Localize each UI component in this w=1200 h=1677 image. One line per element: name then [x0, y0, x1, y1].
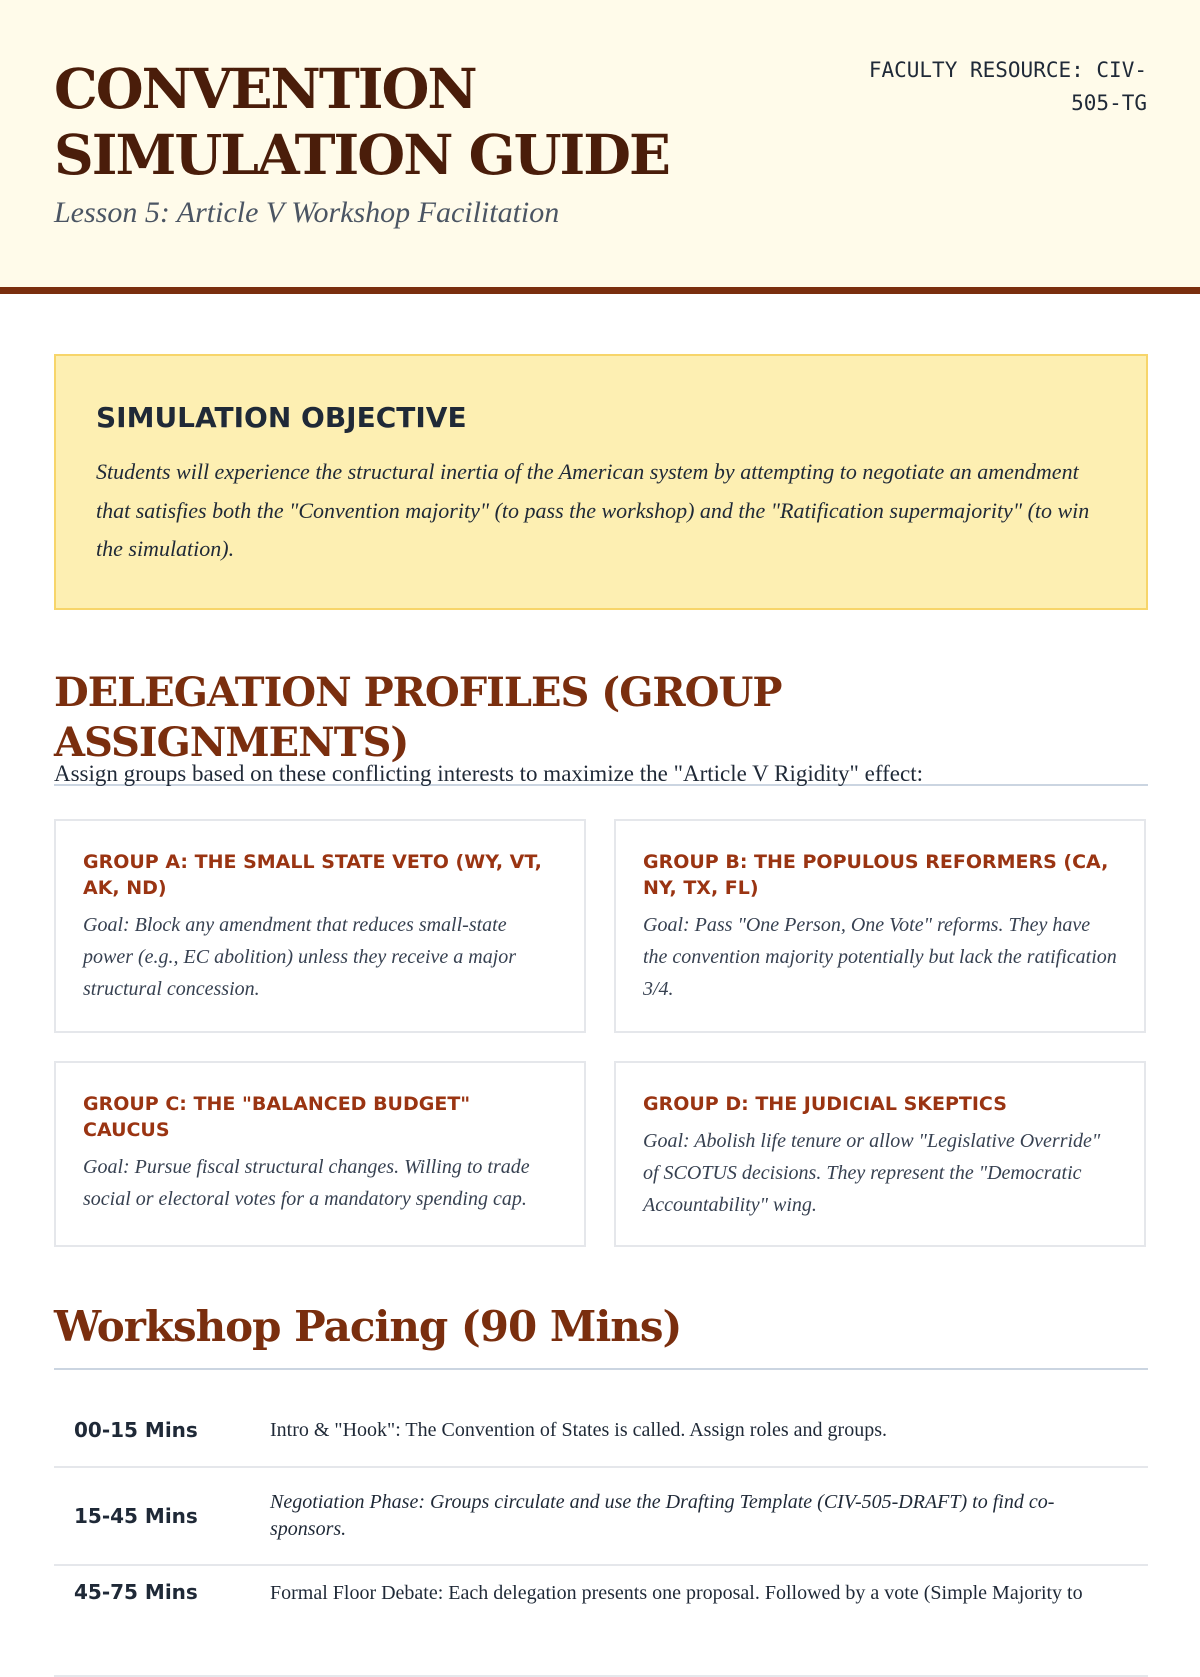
- group-card-b: [614, 819, 1146, 1033]
- group-card-title: GROUP A: THE SMALL STATE VETO (WY, VT, AK, ND): [83, 851, 542, 899]
- pacing-time: 45-75 Mins: [54, 1565, 269, 1676]
- group-card-goal: Goal: Pass "One Person, One Vote" reforms. They have the convention majority potentially but lack the ratification 3/4.: [643, 914, 1117, 1000]
- pacing-description: Formal Floor Debate: Each delegation presents one proposal. Followed by a vote (Simple Majority to: [269, 1565, 1148, 1676]
- table-row: [54, 1565, 1148, 1676]
- workshop-pacing-heading: Workshop Pacing (90 Mins): [54, 1302, 1148, 1370]
- group-card-title: GROUP D: THE JUDICIAL SKEPTICS: [643, 1093, 1007, 1115]
- delegation-profiles-heading: DELEGATION PROFILES (GROUP ASSIGNMENTS): [54, 668, 1148, 786]
- table-row: [54, 1394, 1148, 1467]
- group-card-title: GROUP C: THE "BALANCED BUDGET" CAUCUS: [83, 1093, 471, 1141]
- group-card-title: GROUP B: THE POPULOUS REFORMERS (CA, NY, TX, FL): [643, 851, 1109, 899]
- pacing-description: Intro & "Hook": The Convention of States is called. Assign roles and groups.: [269, 1394, 1148, 1467]
- table-row: [54, 1467, 1148, 1565]
- document-title: CONVENTION SIMULATION GUIDE: [54, 56, 669, 187]
- group-card-goal: Goal: Abolish life tenure or allow "Legislative Override" of SCOTUS decisions. They represent the "Democratic Accountability" wing.: [643, 1130, 1101, 1216]
- lesson-subtitle: Lesson 5: Article V Workshop Facilitation: [54, 196, 560, 229]
- delegation-intro-text: Assign groups based on these conflicting interests to maximize the "Article V Rigidity" effect:: [54, 761, 923, 786]
- group-card-a: [54, 819, 586, 1033]
- pacing-time: 15-45 Mins: [54, 1467, 269, 1565]
- group-card-goal: Goal: Block any amendment that reduces small-state power (e.g., EC abolition) unless they receive a major structural concession.: [83, 914, 517, 1000]
- objective-heading: SIMULATION OBJECTIVE: [96, 401, 467, 434]
- pacing-time: 00-15 Mins: [54, 1394, 269, 1467]
- pacing-table: [54, 1394, 1148, 1677]
- group-card-c: [54, 1061, 586, 1247]
- faculty-resource-code: FACULTY RESOURCE: CIV-505-TG: [868, 58, 1147, 115]
- simulation-objective-callout: [54, 354, 1148, 610]
- group-card-d: [614, 1061, 1146, 1247]
- document-header: [0, 0, 1200, 294]
- objective-text: Students will experience the structural inertia of the American system by attempting to negotiate an amendment that satisfies both the "Convention majority" (to pass the workshop) and the "Ratification supermajority" (to win the simulation).: [96, 459, 1090, 561]
- pacing-description: Negotiation Phase: Groups circulate and use the Drafting Template (CIV-505-DRAFT) to find co-sponsors.: [269, 1467, 1148, 1565]
- group-card-goal: Goal: Pursue fiscal structural changes. Willing to trade social or electoral votes for a mandatory spending cap.: [83, 1156, 530, 1210]
